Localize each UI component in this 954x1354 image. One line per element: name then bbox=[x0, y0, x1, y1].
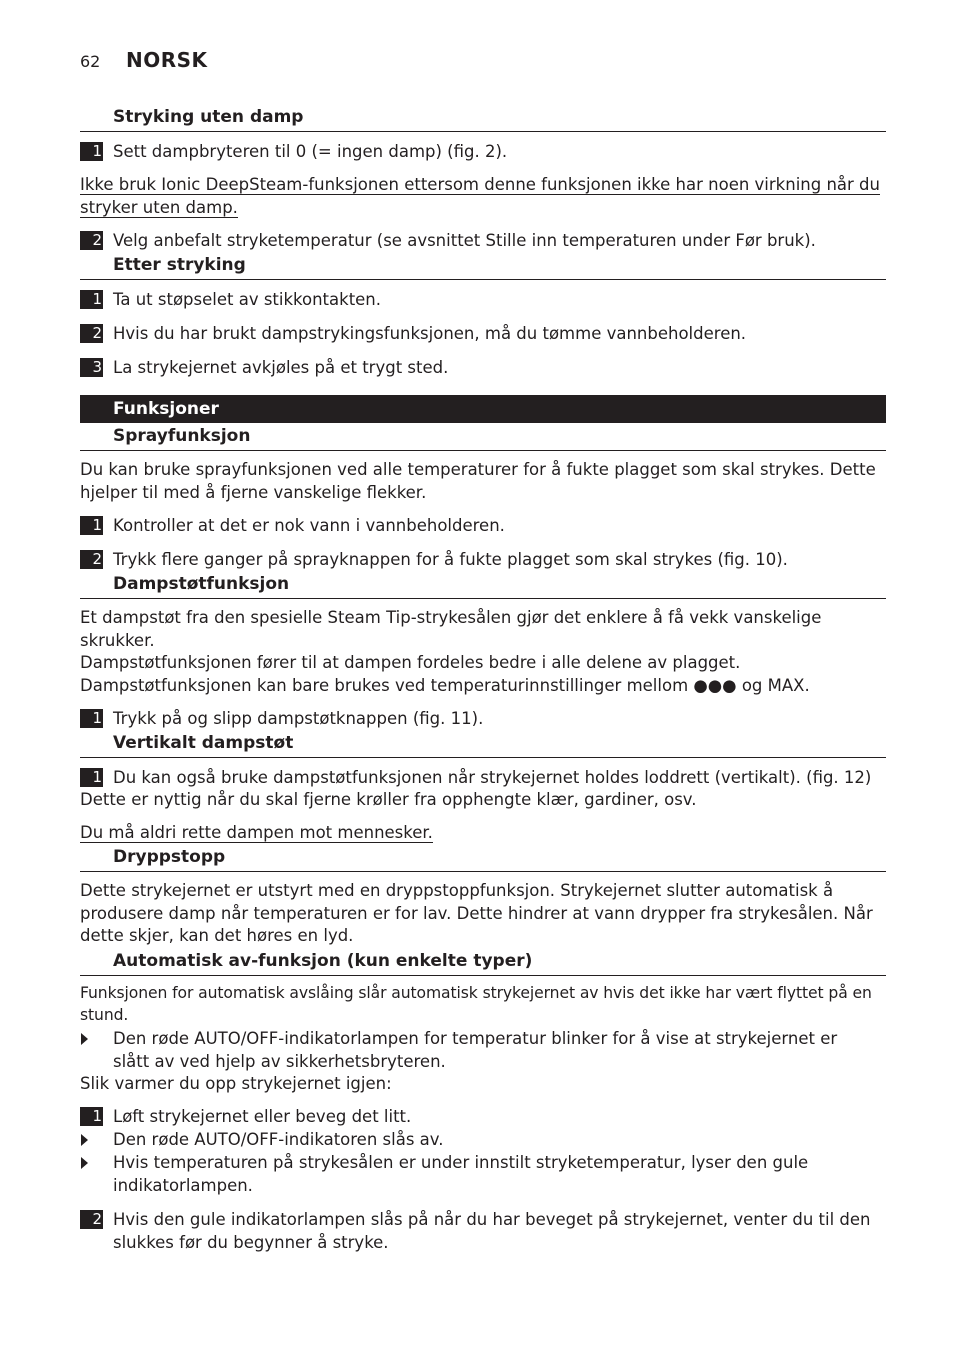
body-paragraph: Slik varmer du opp strykejernet igjen: bbox=[80, 1073, 392, 1093]
step-item bbox=[80, 229, 886, 252]
step-number: 2 bbox=[80, 550, 103, 569]
step-item bbox=[80, 514, 886, 537]
step-item bbox=[80, 707, 886, 730]
step-text: Kontroller at det er nok vann i vannbeholderen. bbox=[113, 516, 505, 535]
step-item bbox=[80, 356, 886, 379]
bullet-item bbox=[80, 1128, 886, 1151]
step-number: 1 bbox=[80, 290, 103, 309]
text-line: Hvis temperaturen på strykesålen er under innstilt stryketemperatur, lyser den gule bbox=[113, 1153, 809, 1172]
note-paragraph bbox=[80, 174, 886, 219]
page-number: 62 bbox=[80, 52, 101, 71]
step-text: Velg anbefalt stryketemperatur (se avsnittet Stille inn temperaturen under Før bruk). bbox=[113, 231, 816, 250]
text-line: dette skjer, kan det høres en lyd. bbox=[80, 926, 354, 945]
step-number: 2 bbox=[80, 1210, 103, 1229]
text-line: Hvis den gule indikatorlampen slås på når du har beveget på strykejernet, venter du til den bbox=[113, 1210, 871, 1229]
text-line: produsere damp når temperaturen er for lav. Dette hindrer at vann drypper fra strykesålen. Når bbox=[80, 903, 873, 923]
subheading-vertical-shot: Vertikalt dampstøt bbox=[80, 730, 886, 758]
note-paragraph bbox=[80, 822, 886, 845]
note-line: Ikke bruk Ionic DeepSteam-funksjonen ettersom denne funksjonen ikke har noen virkning når du bbox=[80, 175, 880, 194]
text-line: Dette strykejernet er utstyrt med en dryppstoppfunksjon. Strykejernet slutter automatisk å bbox=[80, 881, 834, 900]
subheading-ironing-without-steam: Stryking uten damp bbox=[80, 104, 886, 132]
subheading-spray: Sprayfunksjon bbox=[80, 423, 886, 451]
step-text: Trykk på og slipp dampstøtknappen (fig. 11). bbox=[113, 709, 484, 728]
text-line: Den røde AUTO/OFF-indikatorlampen for temperatur blinker for å vise at strykejernet er bbox=[113, 1028, 838, 1048]
bullet-triangle-icon bbox=[81, 1033, 88, 1045]
body-paragraph bbox=[80, 607, 886, 697]
bullet-triangle-icon bbox=[81, 1157, 88, 1169]
step-item bbox=[80, 1105, 886, 1128]
step-item bbox=[80, 548, 886, 571]
step-text: La strykejernet avkjøles på et trygt sted. bbox=[113, 358, 449, 377]
step-item bbox=[80, 1208, 886, 1254]
subheading-shot-of-steam: Dampstøtfunksjon bbox=[80, 571, 886, 599]
step-number: 1 bbox=[80, 516, 103, 535]
text-line: Du kan bruke sprayfunksjonen ved alle temperaturer for å fukte plagget som skal strykes. Dette bbox=[80, 460, 876, 479]
step-number: 1 bbox=[80, 1107, 103, 1126]
note-line: stryker uten damp. bbox=[80, 197, 238, 217]
step-number: 1 bbox=[80, 768, 103, 787]
step-text: Løft strykejernet eller beveg det litt. bbox=[113, 1107, 412, 1126]
language-heading: NORSK bbox=[126, 48, 208, 72]
step-item bbox=[80, 140, 886, 163]
step-number: 2 bbox=[80, 231, 103, 250]
body-paragraph bbox=[80, 459, 886, 504]
bullet-item bbox=[80, 1151, 886, 1197]
text-line: slått av ved hjelp av sikkerhetsbryteren. bbox=[113, 1051, 446, 1071]
text-line: Et dampstøt fra den spesielle Steam Tip-strykesålen gjør det enklere å få vekk vanskelige skrukker. bbox=[80, 608, 822, 650]
step-item bbox=[80, 766, 886, 789]
step-number: 2 bbox=[80, 324, 103, 343]
step-number: 1 bbox=[80, 709, 103, 728]
step-text: Sett dampbryteren til 0 (= ingen damp) (fig. 2). bbox=[113, 142, 508, 161]
text-line: slukkes før du begynner å stryke. bbox=[113, 1233, 389, 1252]
note-line: Du må aldri rette dampen mot mennesker. bbox=[80, 822, 433, 842]
text-line: hjelper til med å fjerne vanskelige flekker. bbox=[80, 482, 427, 502]
step-item bbox=[80, 288, 886, 311]
text-line: Dampstøtfunksjonen kan bare brukes ved temperaturinnstillinger mellom ●●● og MAX. bbox=[80, 675, 810, 695]
body-paragraph bbox=[80, 880, 886, 948]
page-content bbox=[80, 104, 886, 1254]
step-text: Du kan også bruke dampstøtfunksjonen når strykejernet holdes loddrett (vertikalt). (fig. 12) bbox=[113, 768, 872, 787]
step-number: 3 bbox=[80, 358, 103, 377]
body-paragraph: Dette er nyttig når du skal fjerne krøller fra opphengte klær, gardiner, osv. bbox=[80, 790, 697, 809]
bullet-item bbox=[80, 1027, 886, 1073]
text-line: Dampstøtfunksjonen fører til at dampen fordeles bedre i alle delene av plagget. bbox=[80, 653, 741, 672]
subheading-after-ironing: Etter stryking bbox=[80, 252, 886, 280]
text-line: Den røde AUTO/OFF-indikatoren slås av. bbox=[113, 1130, 444, 1149]
subheading-auto-off: Automatisk av-funksjon (kun enkelte typer) bbox=[80, 948, 886, 976]
section-heading-functions: Funksjoner bbox=[80, 395, 886, 423]
step-text: Ta ut støpselet av stikkontakten. bbox=[113, 290, 382, 309]
body-paragraph: Funksjonen for automatisk avslåing slår automatisk strykejernet av hvis det ikke har vært flyttet på en stund. bbox=[80, 983, 872, 1024]
text-line: indikatorlampen. bbox=[113, 1176, 253, 1195]
subheading-drip-stop: Dryppstopp bbox=[80, 844, 886, 872]
step-item bbox=[80, 322, 886, 345]
step-text: Trykk flere ganger på sprayknappen for å fukte plagget som skal strykes (fig. 10). bbox=[113, 550, 788, 569]
step-number: 1 bbox=[80, 142, 103, 161]
step-text: Hvis du har brukt dampstrykingsfunksjonen, må du tømme vannbeholderen. bbox=[113, 324, 747, 343]
bullet-triangle-icon bbox=[81, 1134, 88, 1146]
